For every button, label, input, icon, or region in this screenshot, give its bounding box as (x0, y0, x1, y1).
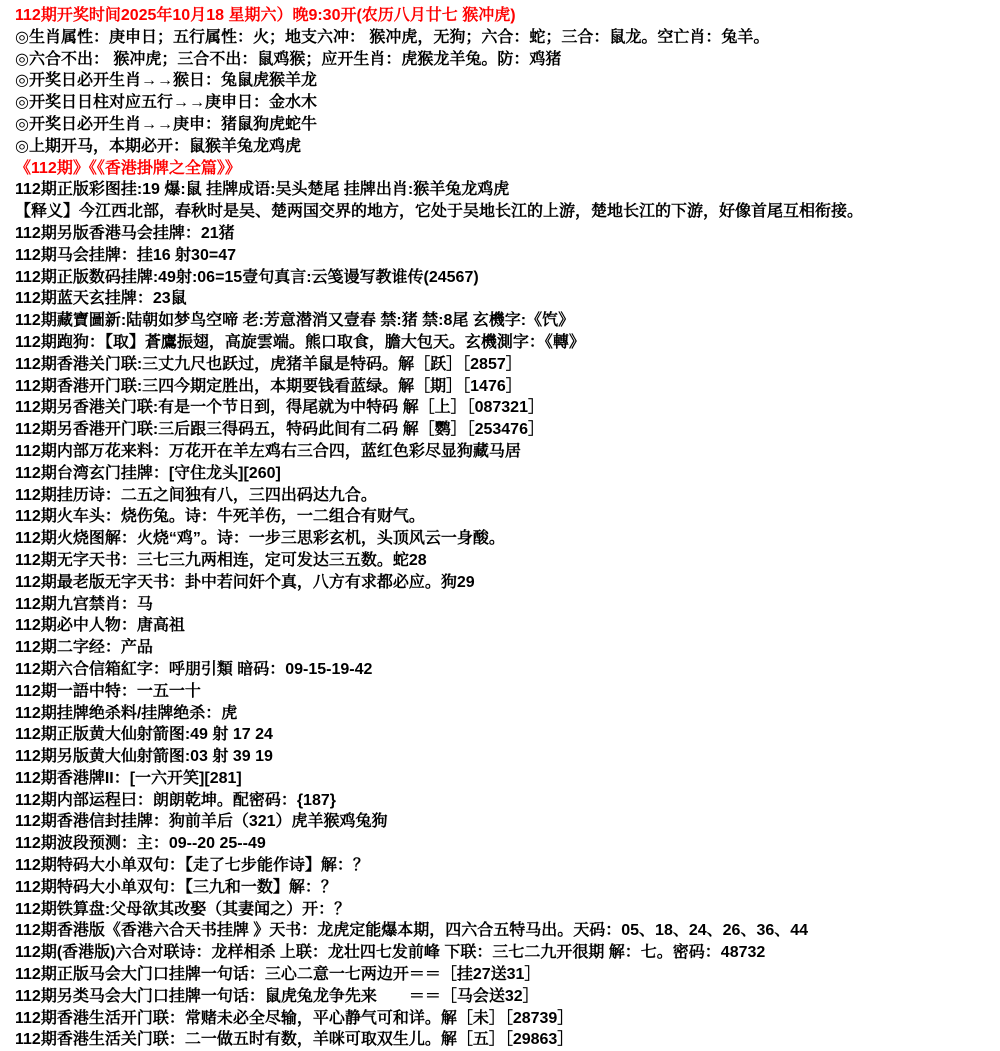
content-lines (15, 5, 992, 1051)
text-line-5: ◎开奖日日柱对应五行→→庚申日：金水木 (15, 94, 317, 112)
text-line-29: 112期必中人物：唐高祖 (15, 617, 185, 635)
text-line-35: 112期另版黄大仙射箭图:03 射 39 19 (15, 748, 273, 766)
text-line-23: 112期挂历诗：二五之间独有八，三四出码达九合。 (15, 486, 377, 504)
text-line-10: 【释义】今江西北部，春秋时是吴、楚两国交界的地方，它处于吴地长江的上游，楚地长江的下游，好像首尾互相衔接。 (15, 203, 864, 221)
text-line-42: 112期铁算盘:父母欲其改娶（其妻闻之）开：？ (15, 900, 351, 918)
text-line-24: 112期火车头：烧伤兔。诗：牛死羊伤，一二组合有财气。 (15, 508, 425, 526)
text-line-26: 112期无字天书：三七三九两相连，定可发达三五数。蛇28 (15, 551, 427, 569)
text-line-3: ◎六合不出： 猴冲虎；三合不出：鼠鸡猴；应开生肖：虎猴龙羊兔。防：鸡猪 (15, 50, 562, 68)
text-line-16: 112期跑狗：【取】蒼鷹振翅，高旋雲端。熊口取食，膽大包天。玄機測字：《轉》 (15, 333, 585, 351)
text-line-33: 112期挂牌绝杀料/挂牌绝杀：虎 (15, 704, 238, 722)
text-line-9: 112期正版彩图挂:19 爆:鼠 挂牌成语:吴头楚尾 挂牌出肖:猴羊兔龙鸡虎 (15, 181, 510, 199)
text-line-22: 112期台湾玄门挂牌：[守住龙头][260] (15, 464, 281, 482)
text-line-37: 112期内部运程曰：朗朗乾坤。配密码：{187} (15, 791, 336, 809)
text-line-47: 112期香港生活开门联：常赌未必全尽输，平心静气可和详。解［未］［28739］ (15, 1009, 574, 1027)
text-line-7: ◎上期开马，本期必开：鼠猴羊兔龙鸡虎 (15, 137, 301, 155)
text-line-12: 112期马会挂牌：挂16 射30=47 (15, 246, 236, 264)
text-line-44: 112期(香港版)六合对联诗：龙样相杀 上联：龙壮四七发前峰 下联：三七二九开很期 解：七。密码：48732 (15, 944, 766, 962)
text-line-43: 112期香港版《香港六合天书挂牌 》天书：龙虎定能爆本期，四六合五特马出。天码：05、18、24、26、36、44 (15, 922, 809, 940)
text-line-25: 112期火烧图解：火烧“鸡”。诗：一步三思彩玄机，头顶风云一身酸。 (15, 530, 505, 548)
text-line-6: ◎开奖日必开生肖→→庚申：猪鼠狗虎蛇牛 (15, 115, 317, 133)
text-line-18: 112期香港开门联:三四今期定胜出，本期要钱看蓝绿。解［期］［1476］ (15, 377, 522, 395)
text-line-11: 112期另版香港马会挂牌：21猪 (15, 224, 235, 242)
text-line-8: 《112期》《《香港掛牌之全篇》》 (15, 159, 241, 177)
text-line-13: 112期正版数码挂牌:49射:06=15壹句真言:云笺谩写教谁传(24567) (15, 268, 479, 286)
text-line-1: 112期开奖时间2025年10月18 星期六）晚9:30开(农历八月廿七 猴冲虎) (15, 7, 516, 24)
text-line-2: ◎生肖属性：庚申日；五行属性：火；地支六冲： 猴冲虎，无狗；六合：蛇；三合：鼠龙。空亡肖：兔羊。 (15, 28, 770, 46)
text-line-32: 112期一語中特：一五一十 (15, 682, 201, 700)
text-line-28: 112期九宫禁肖：马 (15, 595, 153, 613)
text-line-4: ◎开奖日必开生肖→→猴日：兔鼠虎猴羊龙 (15, 72, 317, 90)
text-line-19: 112期另香港关门联:有是一个节日到，得尾就为中特码 解［上］［087321］ (15, 399, 544, 417)
text-line-38: 112期香港信封挂牌：狗前羊后（321）虎羊猴鸡兔狗 (15, 813, 388, 831)
text-line-21: 112期内部万花来料：万花开在羊左鸡右三合四，蓝红色彩尽显狗藏马居 (15, 442, 521, 460)
text-line-48: 112期香港生活关门联：二一做五时有数，羊咪可取双生儿。解［五］［29863］ (15, 1031, 574, 1049)
text-line-39: 112期波段预测：主：09--20 25--49 (15, 835, 266, 853)
text-line-20: 112期另香港开门联:三后跟三得码五，特码此间有二码 解［鹦］［253476］ (15, 421, 544, 439)
text-line-27: 112期最老版无字天书：卦中若问奸个真，八方有求都必应。狗29 (15, 573, 475, 591)
text-line-36: 112期香港牌II：[一六开笑][281] (15, 769, 242, 787)
text-line-17: 112期香港关门联:三丈九尺也跃过，虎猪羊鼠是特码。解［跃］［2857］ (15, 355, 522, 373)
text-line-40: 112期特码大小单双句：【走了七步能作诗】解：？ (15, 857, 369, 875)
text-line-30: 112期二字经：产品 (15, 639, 153, 657)
text-line-34: 112期正版黄大仙射箭图:49 射 17 24 (15, 726, 273, 744)
text-line-15: 112期藏寶圖新:陆朝如梦鸟空啼 老:芳意潜消又壹春 禁:猪 禁:8尾 玄機字:《饩》 (15, 312, 575, 330)
text-line-41: 112期特码大小单双句：【三九和一数】解：？ (15, 878, 337, 896)
text-line-46: 112期另类马会大门口挂牌一句话：鼠虎兔龙争先来 ＝＝［马会送32］ (15, 987, 539, 1005)
text-line-45: 112期正版马会大门口挂牌一句话：三心二意一七两边开＝＝［挂27送31］ (15, 966, 541, 984)
text-line-31: 112期六合信箱紅字：呼朋引類 暗码：09-15-19-42 (15, 660, 373, 678)
text-line-14: 112期蓝天玄挂牌：23鼠 (15, 290, 187, 308)
